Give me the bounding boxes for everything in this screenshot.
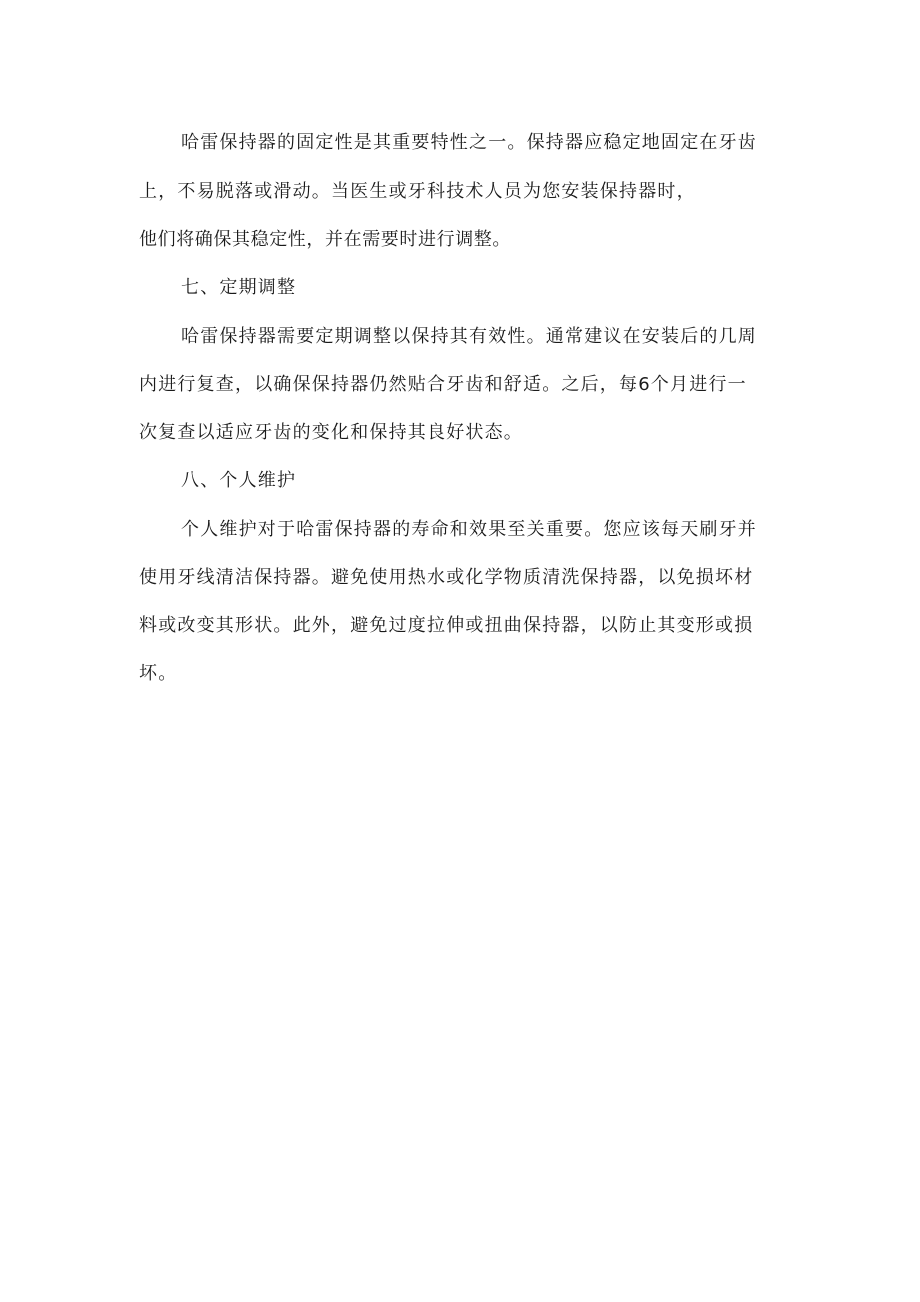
- paragraph-maintenance-line-2: 使用牙线清洁保持器。避免使用热水或化学物质清洗保持器，以免损坏材: [139, 567, 754, 588]
- paragraph-adjustment-line-3: 次复查以适应牙齿的变化和保持其良好状态。: [139, 422, 523, 443]
- section-heading-adjustment: 七、定期调整: [181, 277, 297, 298]
- paragraph-adjustment-line-2: 内进行复查，以确保保持器仍然贴合牙齿和舒适。之后，每6个月进行一: [139, 374, 747, 395]
- paragraph-maintenance-line-1: 个人维护对于哈雷保持器的寿命和效果至关重要。您应该每天刷牙并: [181, 519, 757, 540]
- paragraph-adjustment-line-1: 哈雷保持器需要定期调整以保持其有效性。通常建议在安装后的几周: [181, 326, 757, 347]
- paragraph-maintenance-line-3: 料或改变其形状。此外，避免过度拉伸或扭曲保持器，以防止其变形或损: [139, 615, 754, 636]
- paragraph-maintenance-line-4: 坏。: [139, 663, 178, 684]
- paragraph-stability-line-3: 他们将确保其稳定性，并在需要时进行调整。: [139, 229, 511, 250]
- paragraph-stability-line-1: 哈雷保持器的固定性是其重要特性之一。保持器应稳定地固定在牙齿: [181, 132, 757, 153]
- paragraph-stability-line-2: 上，不易脱落或滑动。当医生或牙科技术人员为您安装保持器时，: [139, 181, 696, 202]
- section-heading-maintenance: 八、个人维护: [181, 470, 297, 491]
